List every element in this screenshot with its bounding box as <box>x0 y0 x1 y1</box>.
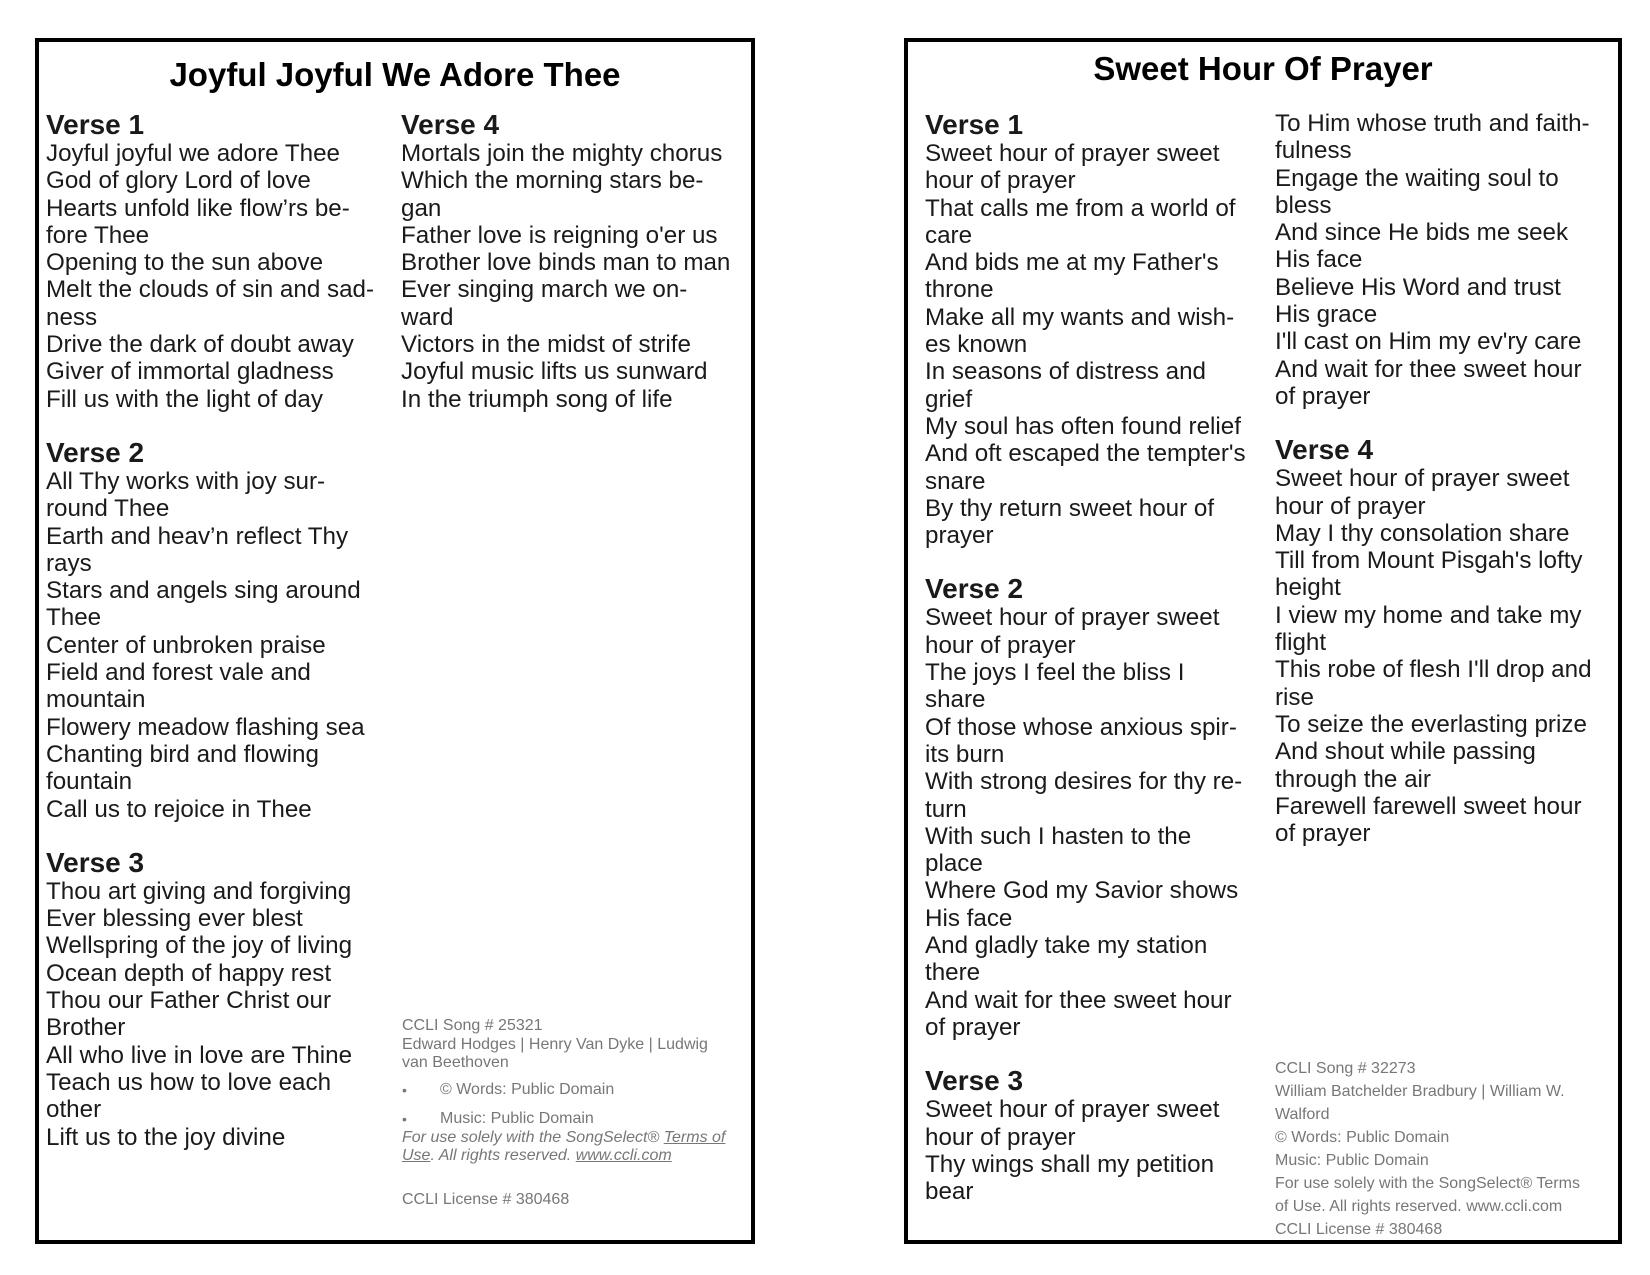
verse-spacer <box>925 1041 1246 1066</box>
lyric-line: With strong desires for thy re- <box>925 768 1243 796</box>
lyric-line: fulness <box>1275 137 1352 165</box>
lyric-line: In the triumph song of life <box>401 385 673 413</box>
lyric-line: Brother <box>46 1014 126 1042</box>
verse-block <box>925 110 1246 549</box>
lyric-line: rise <box>1275 683 1314 711</box>
lyric-line: other <box>46 1096 102 1124</box>
verse-block <box>925 1066 1246 1205</box>
lyric-line: To Him whose truth and faith- <box>1275 110 1590 137</box>
song-title: Sweet Hour Of Prayer <box>1093 50 1433 87</box>
lyric-line: In seasons of distress and <box>925 358 1207 386</box>
lyric-line: ness <box>46 303 98 331</box>
lyric-line: Mortals join the mighty chorus <box>401 140 723 167</box>
lyrics-column-1 <box>46 110 374 1151</box>
bullet: • <box>402 1081 407 1098</box>
verse-label: Verse 4 <box>401 109 500 140</box>
lyric-line: And since He bids me seek <box>1275 219 1569 247</box>
ccli-link[interactable]: www.ccli.com <box>575 1147 672 1164</box>
verse-spacer <box>46 823 374 848</box>
authors-cont: Walford <box>1275 1106 1330 1123</box>
lyric-line: And wait for thee sweet hour <box>925 986 1232 1014</box>
lyric-line: hour of prayer <box>1275 492 1426 520</box>
lyric-line: Ocean depth of happy rest <box>46 959 332 987</box>
authors: William Batchelder Bradbury | William W. <box>1275 1083 1565 1100</box>
lyric-line: bear <box>925 1178 974 1206</box>
lyric-line: Believe His Word and trust <box>1275 273 1561 301</box>
verse-block <box>925 574 1246 1041</box>
verse-label: Verse 2 <box>46 436 145 468</box>
authors-cont: van Beethoven <box>402 1054 509 1071</box>
lyric-line: To seize the everlasting prize <box>1275 710 1587 738</box>
lyric-line: mountain <box>46 686 146 714</box>
words-credit: © Words: Public Domain <box>1275 1129 1450 1146</box>
lyric-line: Hearts unfold like flow’rs be- <box>46 194 350 222</box>
ccli-song-number: CCLI Song # 25321 <box>402 1017 543 1034</box>
lyric-line: Ever blessing ever blest <box>46 905 303 933</box>
lyric-line: With such I hasten to the <box>925 822 1192 850</box>
authors: Edward Hodges | Henry Van Dyke | Ludwig <box>402 1035 708 1053</box>
lyric-line: Flowery meadow flashing sea <box>46 713 365 741</box>
lyric-line: there <box>925 959 981 987</box>
lyric-line: Joyful music lifts us sunward <box>401 358 708 386</box>
lyric-line: Drive the dark of doubt away <box>46 331 354 359</box>
lyric-line: Engage the waiting soul to <box>1275 164 1559 192</box>
terms-prefix: For use solely with the SongSelect® <box>402 1128 664 1146</box>
verse-block <box>46 848 374 1151</box>
music-credit: Music: Public Domain <box>440 1110 594 1127</box>
verse-label: Verse 2 <box>925 573 1024 605</box>
lyric-line: of prayer <box>1275 820 1371 848</box>
song-title: Joyful Joyful We Adore Thee <box>169 56 621 93</box>
lyric-line: fore Thee <box>46 221 150 249</box>
lyric-line: Victors in the midst of strife <box>401 331 691 359</box>
lyric-line: And shout while passing <box>1275 738 1536 766</box>
lyric-line: care <box>925 221 973 249</box>
lyric-line: Wellspring of the joy of living <box>46 932 353 960</box>
lyric-line: place <box>925 850 983 878</box>
lyric-line: All Thy works with joy sur- <box>46 467 326 495</box>
lyrics-column-2 <box>1275 110 1592 847</box>
lyric-line: The joys I feel the bliss I <box>925 659 1185 687</box>
lyric-line: I view my home and take my <box>1275 601 1582 629</box>
lyric-line: Teach us how to love each <box>46 1068 332 1096</box>
lyric-line: Ever singing march we on- <box>401 276 688 304</box>
lyric-line: share <box>925 686 986 714</box>
lyric-line: fountain <box>46 768 133 796</box>
verse-label: Verse 3 <box>925 1065 1024 1097</box>
terms-notice-cont: of Use. All rights reserved. www.ccli.com <box>1275 1198 1563 1215</box>
lyric-line: This robe of flesh I'll drop and <box>1275 656 1592 684</box>
ccli-song-number: CCLI Song # 32273 <box>1275 1060 1416 1077</box>
lyric-line: And wait for thee sweet hour <box>1275 355 1582 383</box>
verse-label: Verse 4 <box>1275 434 1374 466</box>
verse-spacer <box>925 549 1246 574</box>
song-sheet-sweet-hour <box>904 38 1622 1244</box>
lyric-line: Thy wings shall my petition <box>925 1150 1215 1178</box>
lyric-line: Brother love binds man to man <box>401 249 731 277</box>
lyric-line: Lift us to the joy divine <box>46 1123 286 1151</box>
lyric-line: its burn <box>925 740 1005 768</box>
song-sheet-joyful <box>35 38 755 1244</box>
lyric-line: His face <box>1275 246 1363 274</box>
lyric-line: snare <box>925 467 986 495</box>
lyric-line: rays <box>46 549 92 577</box>
terms-link[interactable]: Terms of <box>663 1128 726 1146</box>
lyric-line: Earth and heav’n reflect Thy <box>46 522 349 550</box>
lyric-line: throne <box>925 276 994 304</box>
lyric-line: Thou our Father Christ our <box>46 987 331 1015</box>
verse-spacer <box>1275 410 1592 435</box>
lyric-line: His face <box>925 904 1013 932</box>
lyric-line: hour of prayer <box>925 167 1076 195</box>
verse-label: Verse 3 <box>46 846 145 878</box>
lyric-line: Opening to the sun above <box>46 249 324 277</box>
lyric-line: Call us to rejoice in Thee <box>46 795 312 823</box>
lyric-line: gan <box>401 194 442 222</box>
lyric-line: Center of unbroken praise <box>46 631 326 659</box>
lyric-line: Where God my Savior shows <box>925 877 1239 905</box>
ccli-license: CCLI License # 380468 <box>402 1190 570 1208</box>
verse-block <box>1275 435 1592 847</box>
bullet: • <box>402 1111 407 1127</box>
lyric-line: Sweet hour of prayer sweet <box>925 140 1220 167</box>
lyric-line: Melt the clouds of sin and sad- <box>46 276 375 304</box>
music-credit: Music: Public Domain <box>1275 1152 1429 1169</box>
verse-block <box>46 110 374 413</box>
lyric-line: Thou art giving and forgiving <box>46 877 352 905</box>
verse-label: Verse 1 <box>925 109 1024 140</box>
lyric-line: By thy return sweet hour of <box>925 494 1215 522</box>
lyric-line: Thee <box>46 604 102 632</box>
lyric-line: Of those whose anxious spir- <box>925 713 1237 741</box>
lyric-line: That calls me from a world of <box>925 194 1236 222</box>
lyric-line: Field and forest vale and <box>46 659 311 687</box>
verse-spacer <box>46 413 374 438</box>
terms-link-cont[interactable]: Use <box>402 1147 431 1164</box>
copyright-footer <box>1275 1057 1615 1241</box>
lyrics-column-1 <box>925 110 1246 1205</box>
lyric-line: hour of prayer <box>925 631 1076 659</box>
lyric-line: His grace <box>1275 301 1378 329</box>
terms-notice: For use solely with the SongSelect® Terms <box>1275 1175 1580 1192</box>
lyrics-column-2 <box>401 110 730 413</box>
lyric-line: grief <box>925 385 973 413</box>
lyric-line: prayer <box>925 522 994 550</box>
lyric-line: of prayer <box>1275 382 1371 410</box>
verse-label: Verse 1 <box>46 109 145 140</box>
lyric-line: hour of prayer <box>925 1123 1076 1151</box>
lyric-line: May I thy consolation share <box>1275 519 1570 547</box>
lyric-line: Stars and angels sing around <box>46 577 361 605</box>
lyric-line: Sweet hour of prayer sweet <box>1275 465 1570 493</box>
lyric-line: Farewell farewell sweet hour <box>1275 792 1582 820</box>
lyric-line: height <box>1275 574 1341 602</box>
lyric-line: round Thee <box>46 495 170 523</box>
verse-block <box>46 438 374 823</box>
verse-block <box>401 110 730 413</box>
rights-text: . All rights reserved. <box>430 1147 576 1164</box>
lyric-line: Make all my wants and wish- <box>925 303 1235 331</box>
lyric-line: Giver of immortal gladness <box>46 358 334 386</box>
ccli-license: CCLI License # 380468 <box>1275 1221 1443 1238</box>
lyric-line: God of glory Lord of love <box>46 167 311 195</box>
lyric-line: turn <box>925 795 967 823</box>
lyric-line: of prayer <box>925 1013 1021 1041</box>
lyric-line: Father love is reigning o'er us <box>401 221 718 249</box>
lyric-line: ward <box>401 303 454 331</box>
lyric-line: All who live in love are Thine <box>46 1041 353 1069</box>
lyric-line: And gladly take my station <box>925 932 1208 960</box>
lyric-line: Fill us with the light of day <box>46 385 323 413</box>
copyright-footer <box>402 1017 742 1209</box>
lyric-line: bless <box>1275 191 1332 219</box>
words-credit: © Words: Public Domain <box>440 1080 615 1098</box>
lyric-line: flight <box>1275 629 1327 657</box>
lyric-line: Chanting bird and flowing <box>46 740 319 768</box>
lyric-line: through the air <box>1275 765 1431 793</box>
lyric-line: Till from Mount Pisgah's lofty <box>1275 547 1583 575</box>
lyric-line: es known <box>925 331 1028 359</box>
lyric-line: And bids me at my Father's <box>925 249 1219 277</box>
lyric-line: I'll cast on Him my ev'ry care <box>1275 328 1582 356</box>
lyric-line: Joyful joyful we adore Thee <box>46 140 341 167</box>
lyric-line: Which the morning stars be- <box>401 167 704 195</box>
lyric-line: And oft escaped the tempter's <box>925 440 1246 468</box>
lyric-line: Sweet hour of prayer sweet <box>925 604 1220 632</box>
terms-notice <box>402 1129 742 1166</box>
lyric-line: My soul has often found relief <box>925 412 1241 440</box>
verse-continuation <box>1275 110 1592 410</box>
lyric-line: Sweet hour of prayer sweet <box>925 1096 1220 1124</box>
